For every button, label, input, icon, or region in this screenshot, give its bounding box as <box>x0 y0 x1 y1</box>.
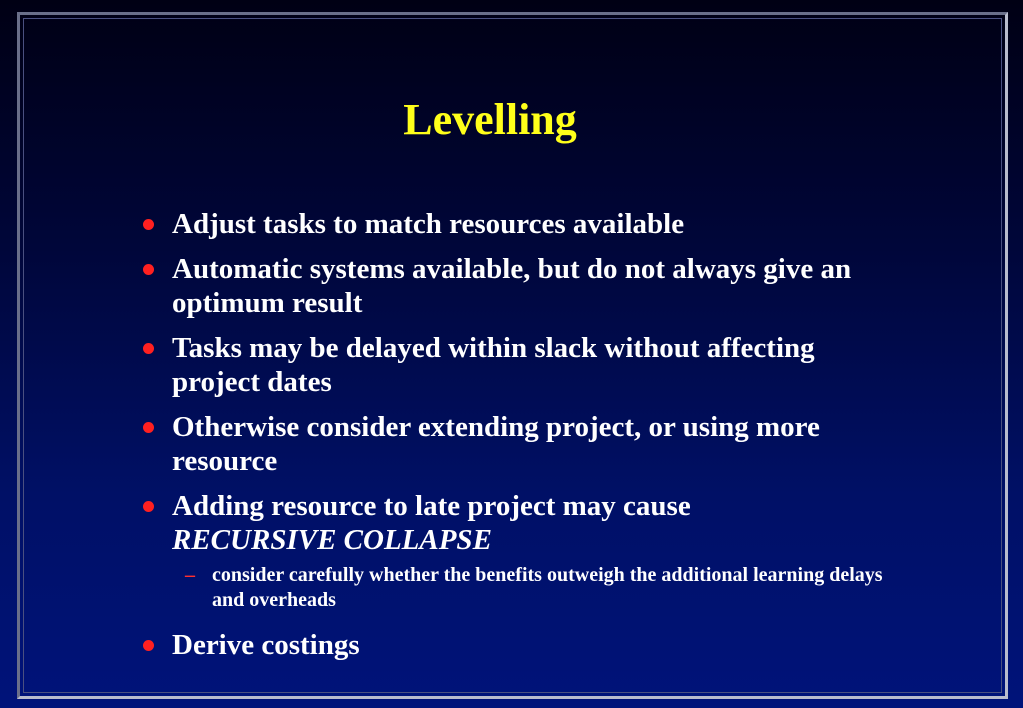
bullet-dot-icon <box>143 264 154 275</box>
sub-bullet-text: consider carefully whether the benefits outweigh the additional learning delays and overheads <box>212 564 883 611</box>
slide-title: Levelling <box>403 95 577 144</box>
bullet-dot-icon <box>143 219 154 230</box>
bullet-text: Derive costings <box>172 629 360 661</box>
bullet-text: Adding resource to late project may cause <box>172 490 691 522</box>
bullet-text: Tasks may be delayed within slack without affecting project dates <box>172 332 815 398</box>
bullet-dot-icon <box>143 343 154 354</box>
bullet-dot-icon <box>143 501 154 512</box>
bullet-item-adding-resource <box>143 489 883 557</box>
bullet-emphasis-recursive-collapse: RECURSIVE COLLAPSE <box>172 524 492 556</box>
bullet-item-automatic-systems <box>143 252 883 320</box>
bullet-dot-icon <box>143 422 154 433</box>
bullet-text: Automatic systems available, but do not always give an optimum result <box>172 253 852 319</box>
bullet-item-derive-costings <box>143 628 883 662</box>
bullet-item-tasks-delayed <box>143 331 883 399</box>
bullet-list <box>143 207 883 673</box>
bullet-text: Adjust tasks to match resources available <box>172 208 685 240</box>
bullet-text: Otherwise consider extending project, or using more resource <box>172 411 820 477</box>
sub-bullet-consider-carefully <box>185 563 883 613</box>
bullet-item-adjust-tasks <box>143 207 883 241</box>
bullet-dot-icon <box>143 640 154 651</box>
bullet-item-otherwise-consider <box>143 410 883 478</box>
sub-bullet-dash-icon: – <box>185 564 195 586</box>
